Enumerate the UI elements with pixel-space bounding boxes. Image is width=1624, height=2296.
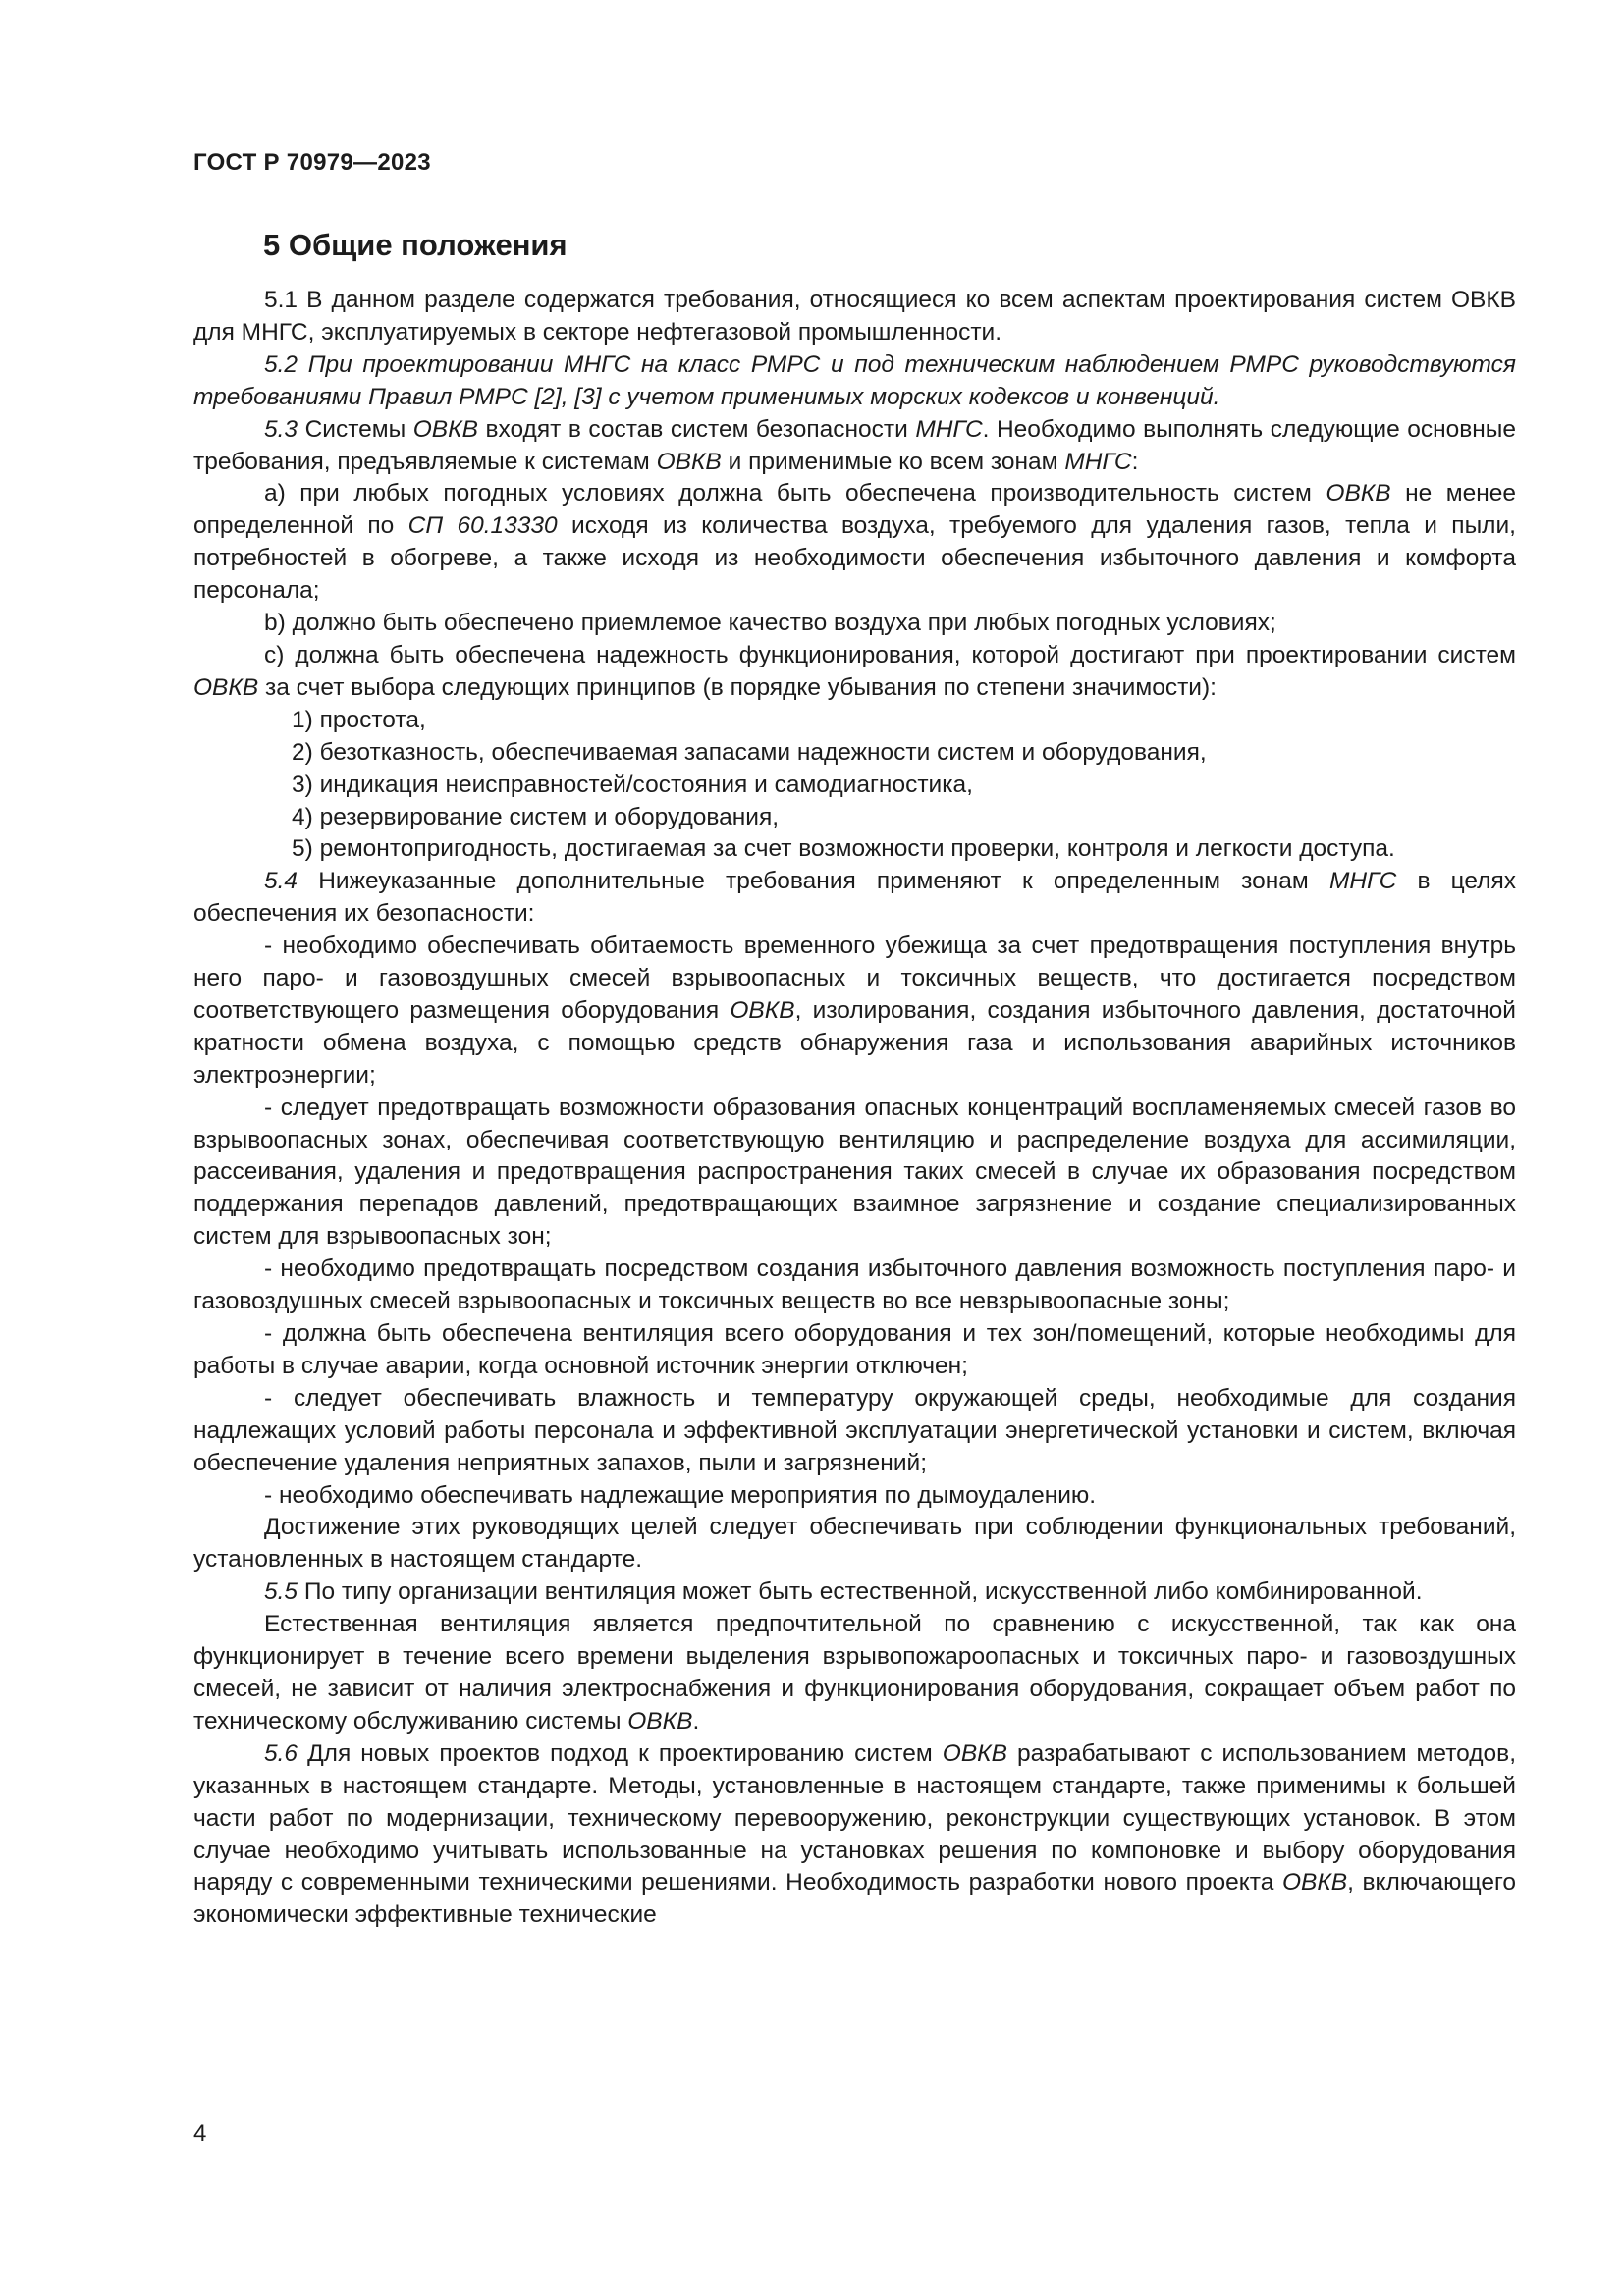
- list-item-c: c) должна быть обеспечена надежность функционирования, которой достигают при проектировании систем ОВКВ за счет выбора следующих принципов (в порядке убывания по степени значимости):: [193, 641, 1516, 701]
- list-item-b: b) должно быть обеспечено приемлемое качество воздуха при любых погодных условиях;: [264, 610, 1276, 637]
- requirement-emergency-ventilation: - должна быть обеспечена вентиляция всего оборудования и тех зон/помещений, которые необходимы для работы в случае аварии, когда основной источник энергии отключен;: [193, 1320, 1516, 1379]
- principle-1: 1) простота,: [292, 706, 426, 733]
- principle-3: 3) индикация неисправностей/состояния и самодиагностика,: [292, 771, 973, 798]
- paragraph-5-3: 5.3 Системы ОВКВ входят в состав систем безопасности МНГС. Необходимо выполнять следующие основные требования, предъявляемые к системам ОВКВ и применимые ко всем зонам МНГС:: [193, 415, 1517, 475]
- principle-2: 2) безотказность, обеспечиваемая запасами надежности систем и оборудования,: [292, 738, 1207, 766]
- section-title: 5 Общие положения: [263, 228, 568, 262]
- principle-4: 4) резервирование систем и оборудования,: [292, 803, 780, 830]
- paragraph-5-1: 5.1 В данном разделе содержатся требования, относящиеся ко всем аспектам проектирования систем ОВКВ для МНГС, эксплуатируемых в секторе нефтегазовой промышленности.: [193, 287, 1516, 346]
- paragraph-5-6: 5.6 Для новых проектов подход к проектированию систем ОВКВ разрабатывают с использованием методов, указанных в настоящем стандарте. Методы, установленные в настоящем стандарте, также применимы к большей части работ по модернизации, техническому перевооружению, реконструкции существующих установок. В этом случае необходимо учитывать использованные на установках решения по компоновке и выбору оборудования наряду с современными техническими решениями. Необходимость разработки нового проекта ОВКВ, включающего экономически эффективные технические: [193, 1739, 1516, 1929]
- requirement-humidity-temperature: - следует обеспечивать влажность и температуру окружающей среды, необходимые для создания надлежащих условий работы персонала и эффективной эксплуатации энергетической установки и систем, включая обеспечение удаления неприятных запахов, пыли и загрязнений;: [193, 1384, 1516, 1476]
- natural-ventilation-note: Естественная вентиляция является предпочтительной по сравнению с искусственной, так как она функционирует в течение всего времени выделения взрывопожароопасных и токсичных паро- и газовоздушных смесей, не зависит от наличия электроснабжения и функционирования оборудования, сокращает объем работ по техническому обслуживанию системы ОВКВ.: [193, 1611, 1516, 1735]
- list-item-a: a) при любых погодных условиях должна быть обеспечена производительность систем ОВКВ не менее определенной по СП 60.13330 исходя из количества воздуха, требуемого для удаления газов, тепла и пыли, потребностей в обогреве, а также исходя из необходимости обеспечения избыточного давления и комфорта персонала;: [193, 480, 1516, 605]
- requirement-overpressure: - необходимо предотвращать посредством создания избыточного давления возможность поступления паро- и газовоздушных смесей взрывоопасных и токсичных веществ во все невзрывоопасные зоны;: [193, 1255, 1516, 1315]
- requirement-hazardous-zones: - следует предотвращать возможности образования опасных концентраций воспламеняемых смесей газов во взрывоопасных зонах, обеспечивая соответствующую вентиляцию и распределение воздуха для ассимиляции, рассеивания, удаления и предотвращения распространения таких смесей в случае их образования посредством поддержания перепадов давлений, предотвращающих взаимное загрязнение и создание специализированных систем для взрывоопасных зон;: [193, 1094, 1516, 1251]
- document-code-header: ГОСТ Р 70979—2023: [193, 149, 431, 176]
- page-number: 4: [193, 2120, 207, 2147]
- requirement-shelter: - необходимо обеспечивать обитаемость временного убежища за счет предотвращения поступления внутрь него паро- и газовоздушных смесей взрывоопасных и токсичных веществ, что достигается посредством соответствующего размещения оборудования ОВКВ, изолирования, создания избыточного давления, достаточной кратности обмена воздуха, с помощью средств обнаружения газа и использования аварийных источников электроэнергии;: [193, 933, 1516, 1089]
- paragraph-5-4: 5.4 Нижеуказанные дополнительные требования применяют к определенным зонам МНГС в целях обеспечения их безопасности:: [193, 868, 1516, 928]
- document-body: [193, 285, 1516, 1932]
- guideline-summary: Достижение этих руководящих целей следует обеспечивать при соблюдении функциональных требований, установленных в настоящем стандарте.: [193, 1514, 1516, 1574]
- requirement-smoke-removal: - необходимо обеспечивать надлежащие мероприятия по дымоудалению.: [264, 1481, 1097, 1509]
- paragraph-5-2: 5.2 При проектировании МНГС на класс РМРС и под техническим наблюдением РМРС руководствуются требованиями Правил РМРС [2], [3] с учетом применимых морских кодексов и конвенций.: [193, 350, 1516, 410]
- paragraph-5-5: 5.5 По типу организации вентиляция может быть естественной, искусственной либо комбинированной.: [264, 1578, 1423, 1606]
- principle-5: 5) ремонтопригодность, достигаемая за счет возможности проверки, контроля и легкости доступа.: [292, 835, 1395, 863]
